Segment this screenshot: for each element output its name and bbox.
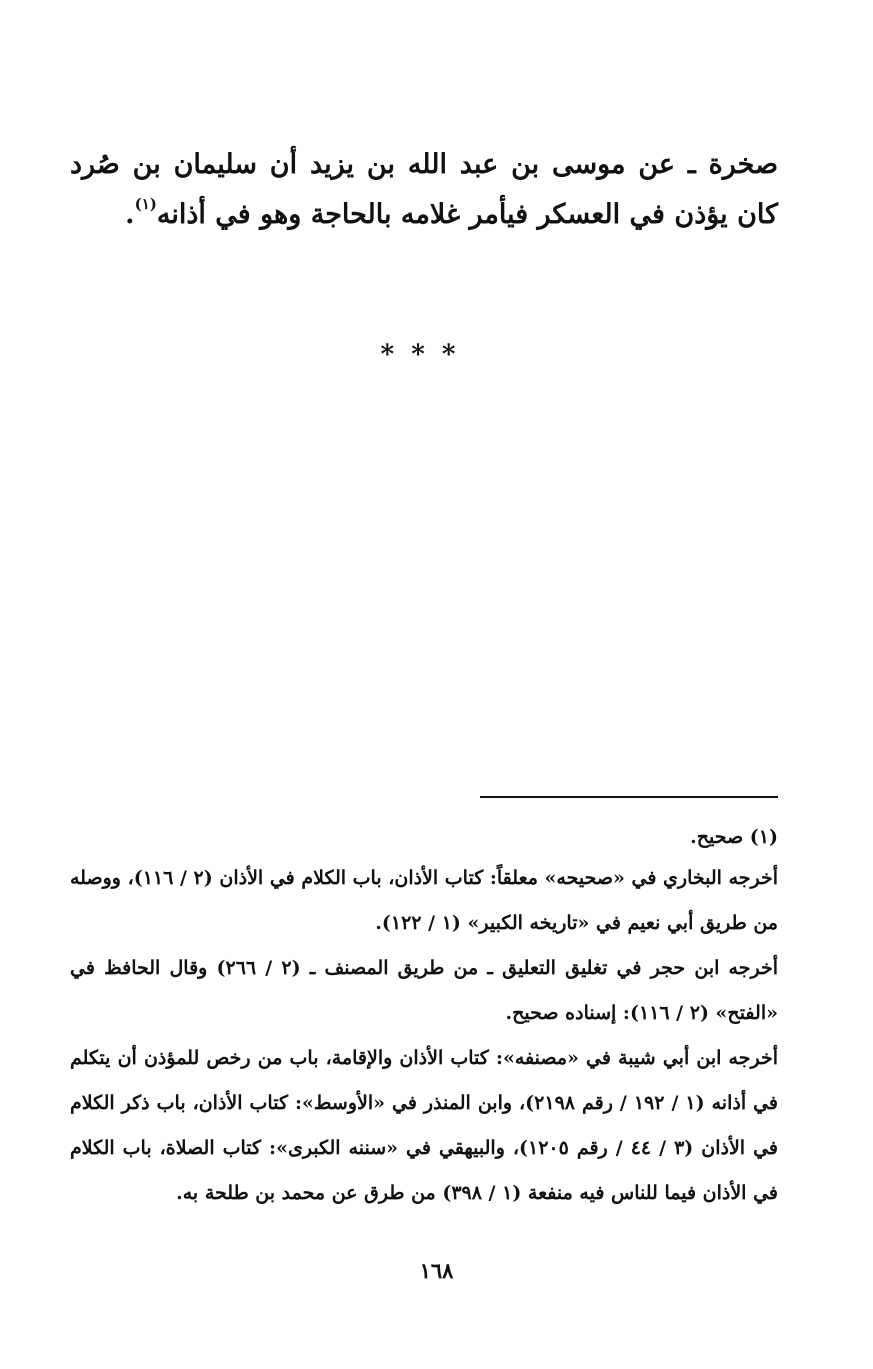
footnotes-section (70, 818, 778, 1216)
footnote-heading: (١) صحيح. (690, 826, 778, 848)
main-paragraph-text: صخرة ـ عن موسى بن عبد الله بن يزيد أن سليمان بن صُرد كان يؤذن في العسكر فيأمر غلامه بالحاجة وهو في أذانه (70, 149, 778, 230)
page-number: ١٦٨ (419, 1258, 454, 1283)
footnote-paragraph: أخرجه ابن أبي شيبة في «مصنفه»: كتاب الأذان والإقامة، باب من رخص للمؤذن أن يتكلم في أذانه (١ / ١٩٢ / رقم ٢١٩٨)، وابن المنذر في «الأوسط»: كتاب الأذان، باب ذكر الكلام في الأذان (٣ / ٤٤ / رقم ١٢٠٥)، والبيهقي في «سننه الكبرى»: كتاب الصلاة، باب الكلام في الأذان فيما للناس فيه منفعة (١ / ٣٩٨) من طرق عن محمد بن طلحة به. (70, 1047, 779, 1204)
footnote-reference: (١) (134, 195, 157, 213)
footnote-divider (480, 796, 778, 798)
section-separator: * * * (380, 340, 460, 370)
footnote-paragraph: أخرجه ابن حجر في تغليق التعليق ـ من طريق المصنف ـ (٢ / ٢٦٦) وقال الحافظ في «الفتح» (٢ / ١١٦): إسناده صحيح. (70, 957, 778, 1024)
main-paragraph-end: . (125, 199, 135, 230)
main-paragraph (70, 140, 778, 240)
footnote-paragraph: أخرجه البخاري في «صحيحه» معلقاً: كتاب الأذان، باب الكلام في الأذان (٢ / ١١٦)، ووصله من طريق أبي نعيم في «تاريخه الكبير» (١ / ١٢٢). (70, 867, 779, 934)
